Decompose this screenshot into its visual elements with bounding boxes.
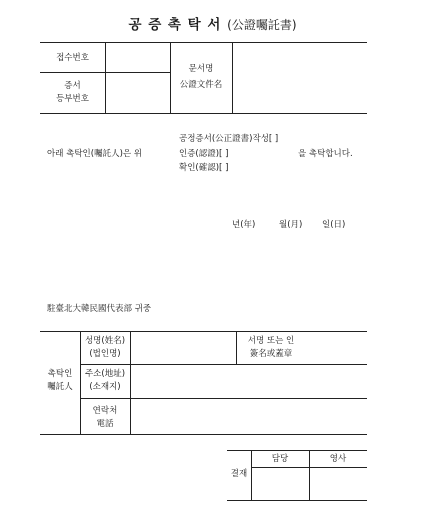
addressee: 駐臺北大韓民國代表部 귀중	[47, 304, 152, 314]
contact-label-1: 연락처	[92, 406, 118, 416]
request-intro: 아래 촉탁인(囑託人)은 위	[47, 149, 143, 159]
address-label-2: (소재지)	[89, 382, 121, 392]
contact-label-2: 電話	[96, 419, 114, 429]
option-certification: 인증(認證)[ ]	[179, 149, 229, 159]
receipt-number-label: 접수번호	[56, 53, 89, 63]
name-label-2: (법인명)	[89, 349, 121, 359]
document-name-label-1: 문서명	[188, 64, 214, 74]
cert-registry-label-1: 증서	[64, 81, 81, 91]
client-label-1: 촉탁인	[47, 369, 73, 379]
name-label-1: 성명(姓名)	[84, 336, 126, 346]
cert-registry-label-2: 등부번호	[56, 94, 89, 104]
title-sub: (公證囑託書)	[227, 18, 297, 32]
approval-col-in-charge: 담당	[271, 454, 289, 464]
request-closing: 을 촉탁합니다.	[298, 149, 353, 159]
option-notarized-deed: 공정증서(公正證書)작성[ ]	[179, 134, 279, 144]
signature-label-1: 서명 또는 인	[247, 336, 295, 346]
option-confirmation: 확인(確認)[ ]	[179, 163, 229, 173]
date-month-label: 월(月)	[279, 220, 303, 230]
address-label-1: 주소(地址)	[84, 369, 126, 379]
document-name-label-2: 公證文件名	[179, 80, 223, 90]
signature-label-2: 簽名或蓋章	[249, 349, 293, 359]
client-label-2: 囑託人	[47, 382, 73, 392]
approval-label: 결재	[230, 469, 248, 479]
date-year-label: 년(年)	[232, 220, 256, 230]
date-day-label: 일(日)	[322, 220, 346, 230]
approval-col-consul: 영사	[329, 454, 347, 464]
document-title	[0, 13, 425, 33]
title-main: 공 증 촉 탁 서	[128, 17, 222, 33]
